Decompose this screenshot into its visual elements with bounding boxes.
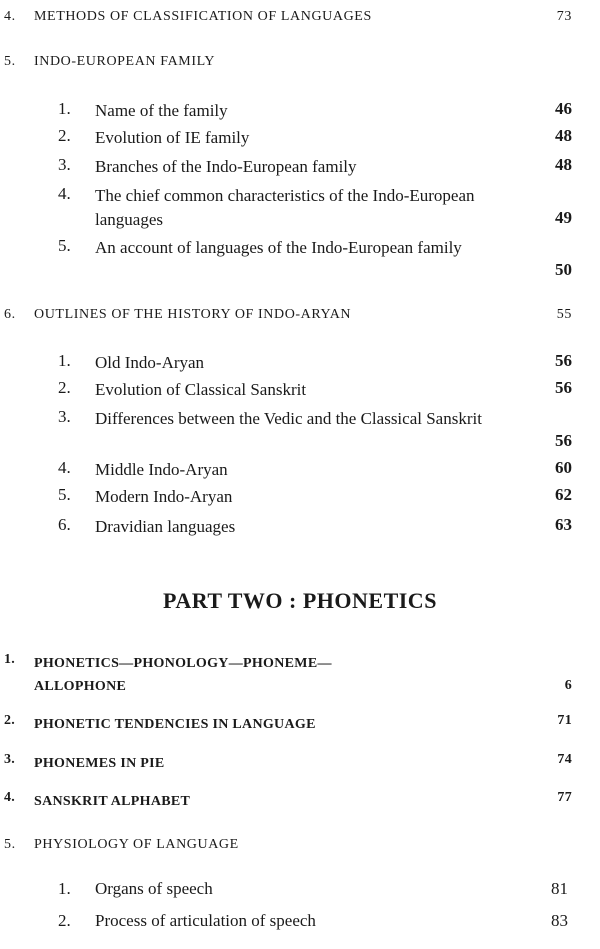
page-number: 56: [555, 378, 572, 397]
chapter-title: METHODS OF CLASSIFICATION OF LANGUAGES: [34, 9, 372, 24]
chapter-title: PHONETIC TENDENCIES IN LANGUAGE: [34, 717, 316, 732]
page-number: 48: [555, 155, 572, 174]
section-title: Old Indo-Aryan: [95, 353, 205, 372]
chapter-number: 3.: [4, 752, 16, 767]
chapter-title: PHONEMES IN PIE: [34, 756, 165, 771]
section-number: 1.: [58, 99, 71, 118]
chapter-number: 4.: [4, 790, 16, 805]
section-number: 3.: [58, 155, 71, 174]
chapter-number: 5.: [4, 54, 16, 69]
chapter-title: SANSKRIT ALPHABET: [34, 794, 191, 809]
chapter-number: 5.: [4, 837, 16, 852]
section-number: 2.: [58, 378, 71, 397]
page-number: 55: [556, 307, 572, 322]
section-title: Differences between the Vedic and the Classical Sanskrit: [95, 409, 482, 428]
section-number: 4.: [58, 184, 71, 203]
page-number: 46: [555, 99, 572, 118]
section-number: 6.: [58, 515, 71, 534]
page-number: 56: [555, 351, 572, 370]
section-number: 1.: [58, 879, 71, 898]
section-title: Name of the family: [95, 101, 228, 120]
page-number: 81: [551, 879, 568, 898]
section-title: Process of articulation of speech: [95, 911, 316, 930]
page-number: 50: [555, 260, 572, 279]
page-number: 73: [556, 9, 572, 24]
section-title: Dravidian languages: [95, 517, 236, 536]
section-title: An account of languages of the Indo-European family: [95, 238, 462, 257]
section-number: 1.: [58, 351, 71, 370]
chapter-title: OUTLINES OF THE HISTORY OF INDO-ARYAN: [34, 307, 352, 322]
page-number: 49: [555, 208, 572, 227]
page-number: 48: [555, 126, 572, 145]
section-title: The chief common characteristics of the Indo-European languages: [95, 186, 475, 229]
chapter-number: 1.: [4, 652, 16, 667]
chapter-title: PHONETICS—PHONOLOGY—PHONEME—ALLOPHONE: [34, 656, 332, 694]
section-title: Evolution of Classical Sanskrit: [95, 380, 307, 399]
page-number: 56: [555, 431, 572, 450]
section-title: Evolution of IE family: [95, 128, 250, 147]
page-number: 60: [555, 458, 572, 477]
section-number: 5.: [58, 485, 71, 504]
chapter-number: 2.: [4, 713, 16, 728]
page-number: 6: [564, 678, 572, 693]
part-heading: PART TWO : PHONETICS: [163, 588, 437, 613]
section-title: Branches of the Indo-European family: [95, 157, 357, 176]
chapter-number: 6.: [4, 307, 16, 322]
section-title: Modern Indo-Aryan: [95, 487, 233, 506]
page-number: 74: [557, 752, 572, 767]
section-title: Middle Indo-Aryan: [95, 460, 228, 479]
chapter-title: PHYSIOLOGY OF LANGUAGE: [34, 837, 239, 852]
page-number: 71: [557, 713, 572, 728]
page-number: 62: [555, 485, 572, 504]
page-number: 63: [555, 515, 572, 534]
section-number: 5.: [58, 236, 71, 255]
section-number: 3.: [58, 407, 71, 426]
page-number: 77: [557, 790, 572, 805]
page-number: 83: [551, 911, 568, 930]
section-title: Organs of speech: [95, 879, 213, 898]
chapter-number: 4.: [4, 9, 16, 24]
section-number: 2.: [58, 126, 71, 145]
chapter-title: INDO-EUROPEAN FAMILY: [34, 54, 216, 69]
section-number: 2.: [58, 911, 71, 930]
section-number: 4.: [58, 458, 71, 477]
